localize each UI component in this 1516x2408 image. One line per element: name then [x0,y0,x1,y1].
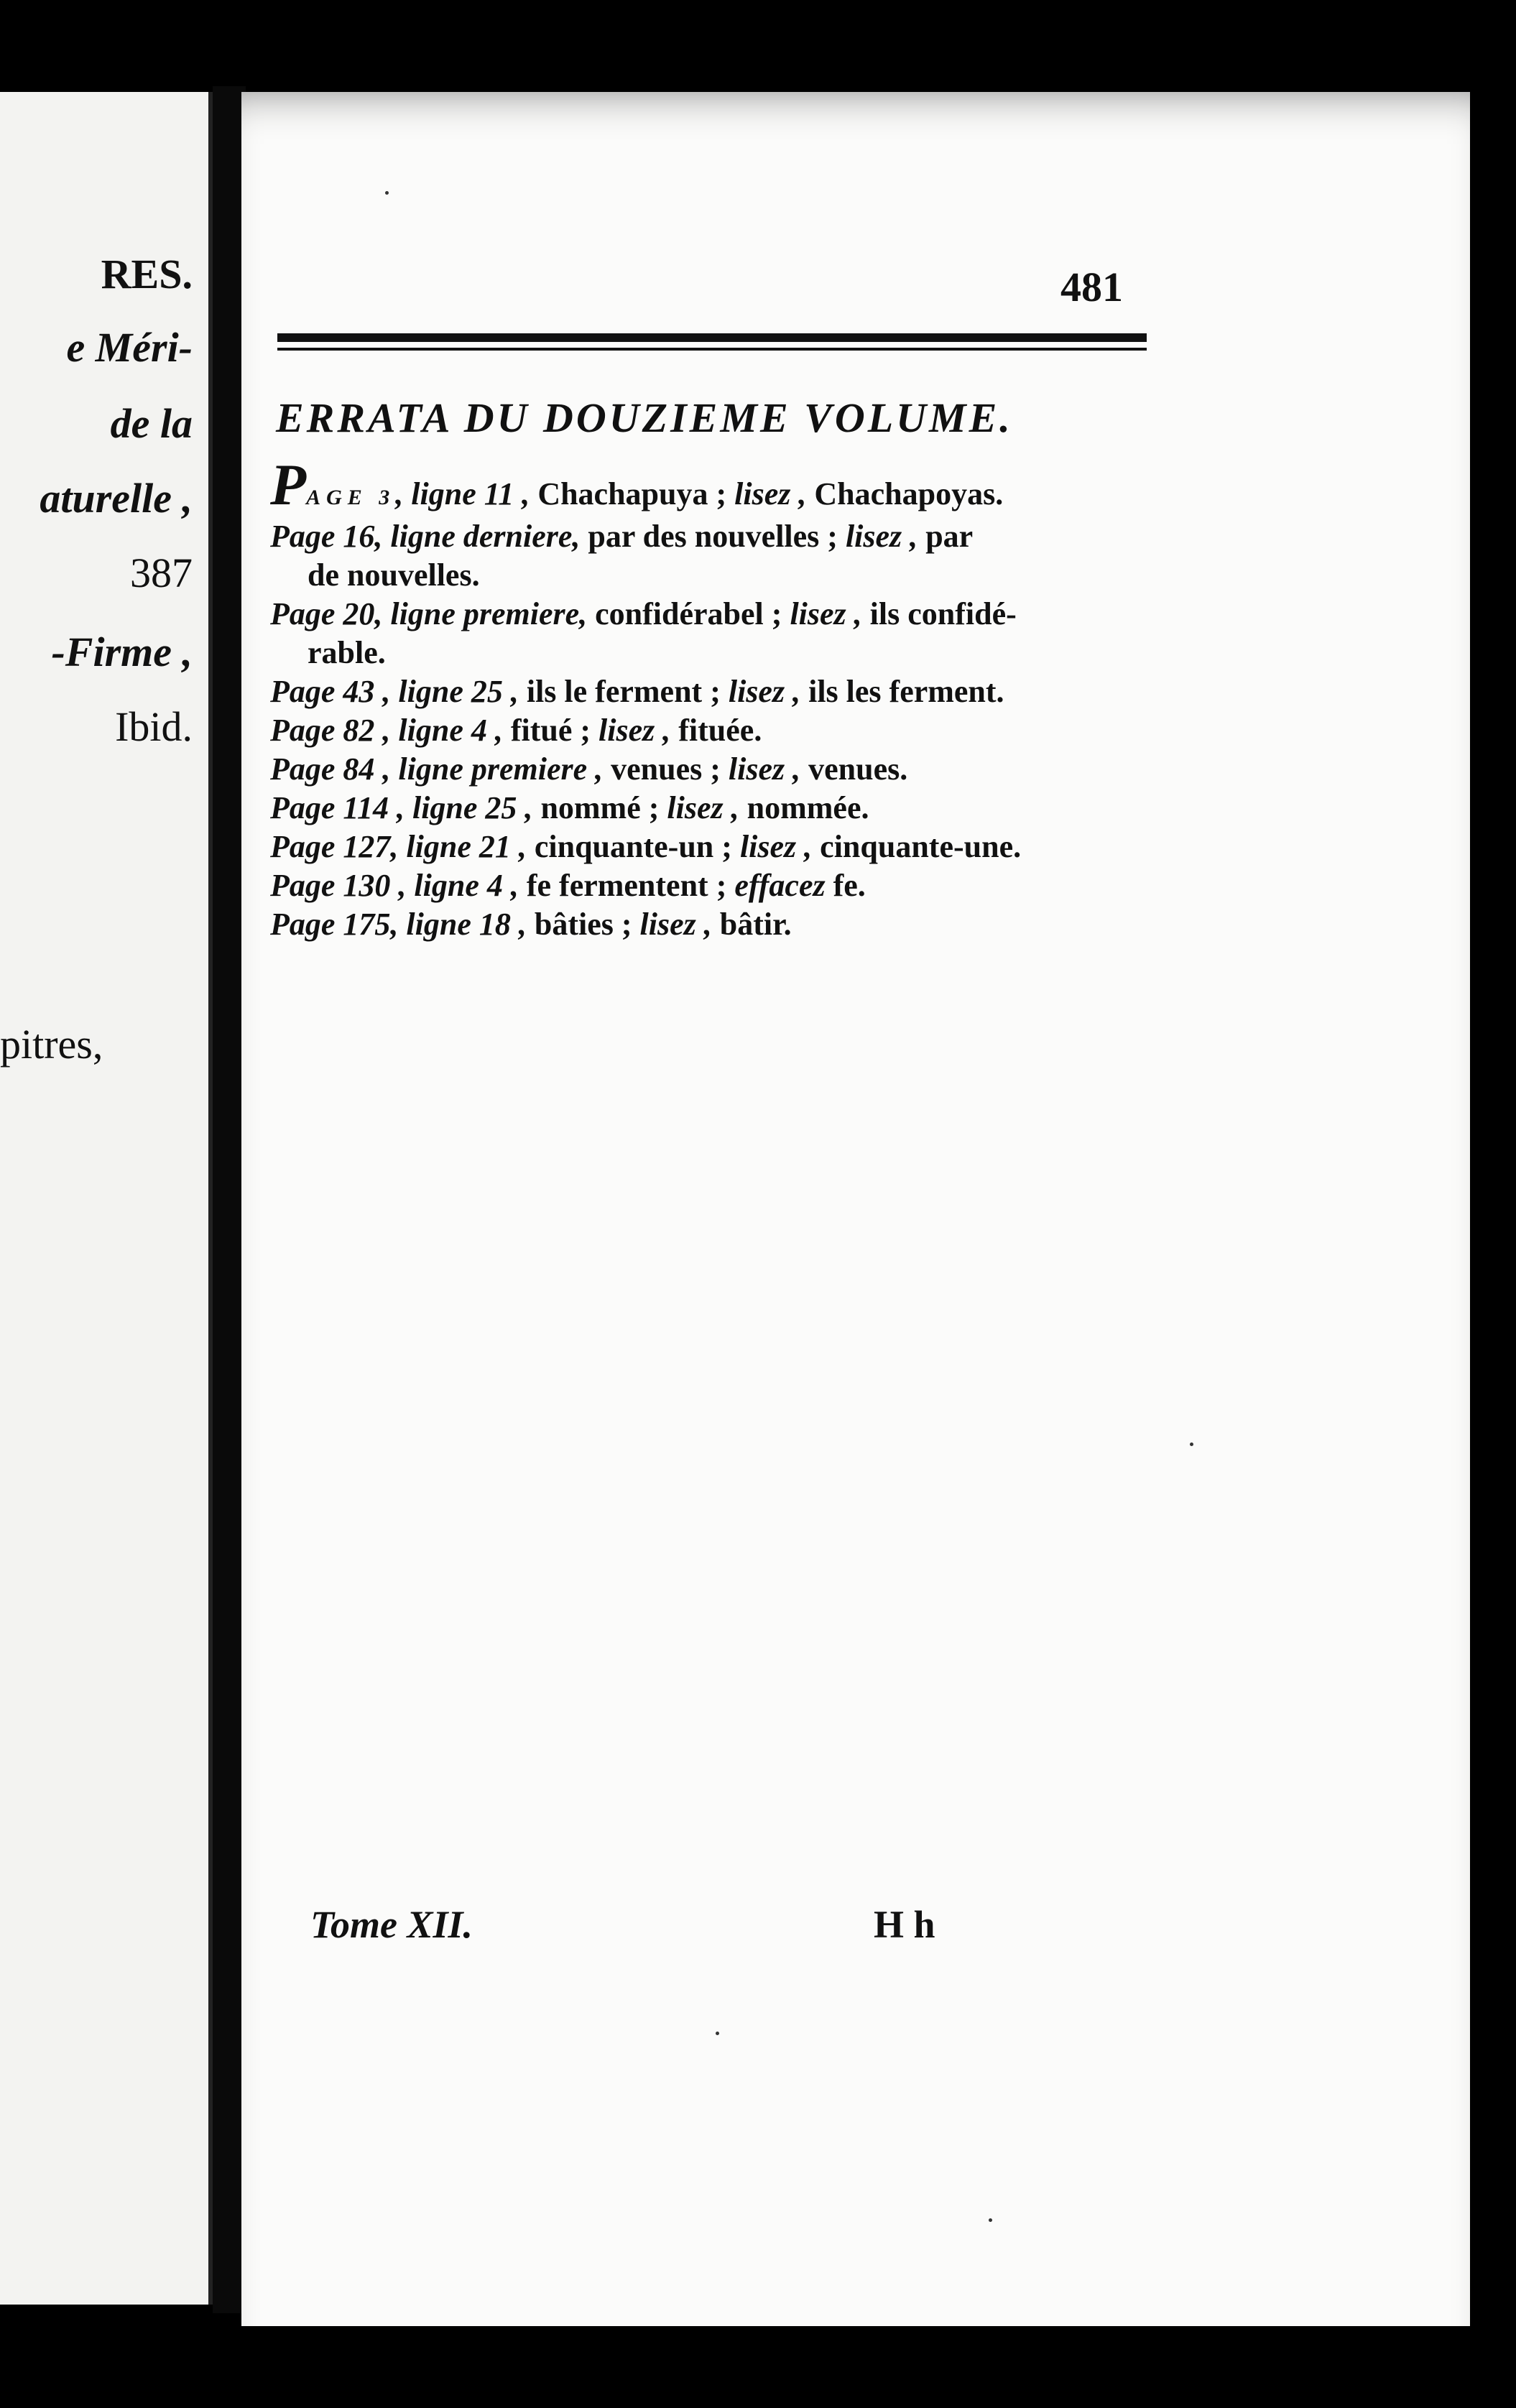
header-rule [277,333,1147,342]
entry-page: PAGE 3, [270,452,404,517]
errata-entry [270,905,1161,944]
left-line: e Méri- [66,324,193,371]
entry-text: nommé ; [540,790,660,825]
left-line: de la [110,400,193,447]
entry-continuation: de nouvelles. [308,557,480,593]
entry-lisez: lisez , [845,519,918,554]
entry-lisez: lisez , [728,751,801,787]
entry-page: Page 16, [270,519,383,554]
entry-correction: fe. [833,868,866,903]
left-line: aturelle , [40,475,193,522]
entry-continuation: rable. [308,635,386,670]
entry-page: Page 20, [270,596,383,631]
entry-text: confidérabel ; [595,596,782,631]
entry-page: Page 43 , [270,674,391,709]
entry-correction: nommée. [747,790,869,825]
entry-correction: bâtir. [719,907,792,942]
left-line: -Firme , [51,629,193,675]
paper-speck [989,2218,992,2222]
left-line: 387 [130,550,193,596]
entry-text: ils le ferment ; [526,674,721,709]
entry-line: ligne 25 , [398,674,519,709]
errata-entry [270,866,1161,905]
entry-page: Page 84 , [270,751,391,787]
entry-line: ligne 25 , [412,790,533,825]
entry-line: ligne 4 , [398,713,503,748]
entry-text: fitué ; [510,713,591,748]
errata-entry [270,452,1161,517]
entry-lisez: lisez , [790,596,862,631]
entry-lisez: lisez , [734,476,807,511]
entry-line: ligne derniere, [390,519,581,554]
entry-text: cinquante-un ; [534,829,732,864]
errata-entry [270,789,1161,828]
right-page [241,92,1470,2326]
entry-correction: venues. [808,751,908,787]
entry-text: fe fermentent ; [526,868,727,903]
paper-speck [385,191,389,195]
entry-correction: par [925,519,974,554]
errata-entry [270,595,1161,672]
entry-line: ligne premiere, [390,596,588,631]
errata-entry [270,828,1161,866]
paper-speck [716,2032,719,2035]
errata-entry [270,672,1161,711]
entry-line: ligne 21 , [406,829,527,864]
entry-page: Page 175, [270,907,399,942]
entry-lisez: lisez , [739,829,813,864]
signature-mark: H h [874,1903,935,1946]
errata-list [270,452,1161,944]
entry-text: Chachapuya ; [537,476,727,511]
entry-correction: fituée. [678,713,762,748]
entry-lisez: lisez , [667,790,739,825]
entry-line: ligne 11 , [411,476,530,511]
entry-line: ligne 18 , [406,907,527,942]
entry-correction: Chachapoyas. [814,476,1004,511]
left-line: pitres, [0,1021,103,1068]
entry-page: Page 82 , [270,713,391,748]
entry-correction: ils confidé- [869,596,1017,631]
entry-text: bâties ; [534,907,632,942]
entry-text: venues ; [611,751,721,787]
entry-lisez: lisez , [639,907,712,942]
errata-entry [270,750,1161,789]
entry-line: ligne premiere , [398,751,604,787]
left-line: RES. [101,251,193,297]
entry-lisez: lisez , [598,713,671,748]
entry-correction: ils les ferment. [808,674,1004,709]
entry-page: Page 127, [270,829,399,864]
entry-lisez: effacez [734,868,826,903]
entry-page: Page 114 , [270,790,405,825]
entry-correction: cinquante-une. [820,829,1022,864]
entry-lisez: lisez , [728,674,801,709]
left-line: Ibid. [115,703,193,750]
entry-line: ligne 4 , [414,868,519,903]
entry-page: Page 130 , [270,868,407,903]
footer-tome: Tome XII. [310,1903,473,1946]
left-page [0,92,213,2305]
errata-entry [270,711,1161,750]
errata-entry [270,517,1161,595]
entry-text: par des nouvelles ; [588,519,838,554]
errata-title: ERRATA DU DOUZIEME VOLUME. [276,394,1013,441]
paper-speck [1190,1443,1193,1446]
header-rule-thin [277,348,1147,351]
page-number: 481 [1060,264,1123,310]
